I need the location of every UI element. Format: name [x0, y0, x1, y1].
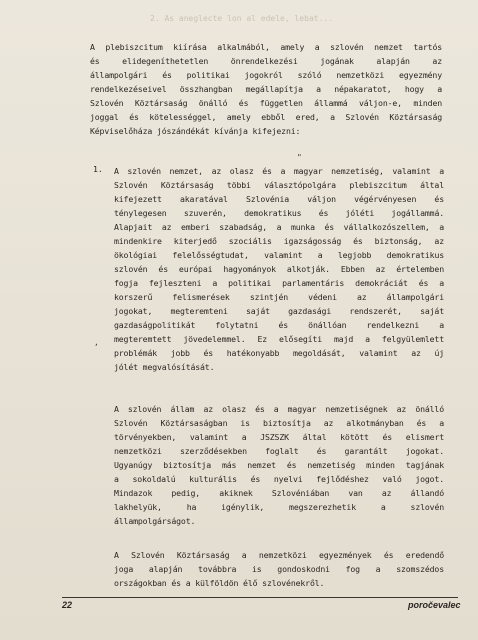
- item1-line: problémák jobb és hatékonyabb megoldását, valamint az új: [114, 348, 444, 358]
- item2-line: Mindazok pedig, akiknek Szlovéniában van az állandó: [114, 488, 444, 498]
- intro-line: rendelkezéseivel összhangban megállapítja a népakaratot, hogy a: [90, 84, 442, 94]
- intro-line: A plebiszcitum kiírása alkalmából, amely a szlovén nemzet tartós: [90, 42, 442, 52]
- intro-line: és elidegeníthetetlen önrendelkezési jogának alapján az: [90, 56, 442, 66]
- intro-line: állampolgári és politikai jogokról szóló nemzetközi egyezmény: [90, 70, 442, 80]
- item2-line: Szlovén Köztársaságban is biztosítja az alkotmányban és a: [114, 418, 444, 428]
- publication-name: poročevalec: [408, 600, 461, 610]
- item1-line: gazdaságpolitikát folytatni és önállóan rendelkezni a: [114, 320, 444, 330]
- page-number: 22: [62, 600, 73, 610]
- item1-line: fogja fejleszteni a politikai parlamentáris demokráciát és a: [114, 278, 444, 288]
- item1-line: megteremtett jövedelemmel. Ez elősegíti majd a felgyülemlett: [114, 334, 444, 344]
- stray-mark: ": [297, 153, 302, 162]
- item2-line: törvényekben, valamint a JSZSZK által kötött és elismert: [114, 432, 444, 442]
- item1-line: korszerű felismerések szintjén védeni az állampolgári: [114, 292, 444, 302]
- item1-line: A szlovén nemzet, az olasz és a magyar nemzetiség, valamint a: [114, 166, 444, 176]
- item3-line: A Szlovén Köztársaság a nemzetközi egyezmények és eredendő: [114, 550, 444, 560]
- item-number: 1.: [93, 164, 103, 174]
- item2-line: lakhelyük, ha igénylik, megszerezhetik a szlovén: [114, 502, 444, 512]
- bleed-through-text: 2. As aneglecte lon al edele, lebat...: [150, 14, 334, 23]
- item3-line: országokban és a külföldön élő szlovénekről.: [114, 578, 325, 588]
- item1-line: jólét megvalósítását.: [114, 362, 215, 372]
- item2-line: a sokoldalú kulturális és nyelvi fejlődéshez való jogot.: [114, 474, 444, 484]
- item1-line: szlovén és európai hagyományok alkotják. Ebben az értelemben: [114, 264, 444, 274]
- item1-line: kifejezett akaratával Szlovénia váljon végérvényesen és: [114, 194, 444, 204]
- item1-line: ökológiai felelősségtudat, valamint a legjobb demokratikus: [114, 250, 444, 260]
- footer-rule: [62, 597, 458, 598]
- item2-line: Ugyanúgy biztosítja más nemzet és nemzetiség minden tagjának: [114, 460, 444, 470]
- item2-line: A szlovén állam az olasz és a magyar nemzetiségnek az önálló: [114, 404, 444, 414]
- item1-line: Szlovén Köztársaság többi választópolgára plebiszcitum által: [114, 180, 444, 190]
- item2-line: állampolgárságot.: [114, 516, 196, 526]
- item1-line: mindenkire kiterjedő szociális igazságosság és biztonság, az: [114, 236, 444, 246]
- intro-line: Képviselőháza jószándékát kívánja kifejezni:: [90, 126, 301, 136]
- intro-line: joggal és kötelességgel, amely ebből ered, a Szlovén Köztársaság: [90, 112, 442, 122]
- item3-line: joga alapján továbbra is gondoskodni fog a szomszédos: [114, 564, 444, 574]
- item1-line: Alapjait az emberi szabadság, a munka és vállalkozószellem, a: [114, 222, 444, 232]
- item2-line: nemzetközi szerződésekben foglalt és garantált jogokat.: [114, 446, 444, 456]
- intro-line: Szlovén Köztársaság önálló és független állammá váljon-e, minden: [90, 98, 442, 108]
- item1-line: jogokat, megteremteni saját gazdasági rendszerét, saját: [114, 306, 444, 316]
- stray-mark: ,: [94, 338, 99, 347]
- item1-line: ténylegesen szuverén, demokratikus és jóléti jogállammá.: [114, 208, 444, 218]
